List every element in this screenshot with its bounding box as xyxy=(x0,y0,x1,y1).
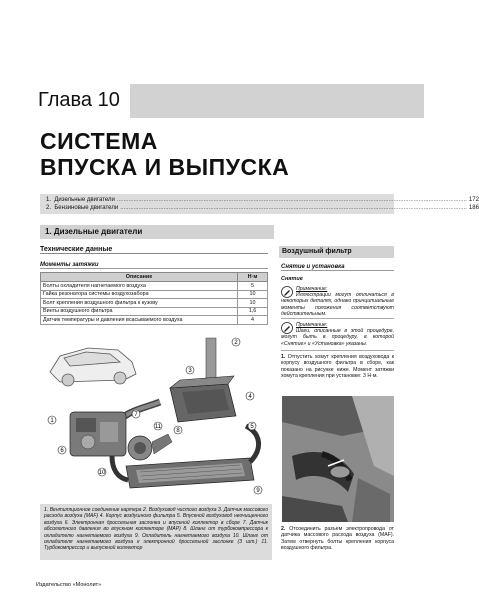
callout-badge xyxy=(174,426,182,434)
cell-value: 10 xyxy=(238,290,268,299)
step-text: Отсоединить разъем электропровода от датчика массового расхода воздуха (MAF). Затем отвернуть болты крепления корпуса воздушного фильтра. xyxy=(281,526,394,551)
toc-num: 1. xyxy=(46,197,52,203)
cell-value: 4 xyxy=(238,316,268,325)
table-row xyxy=(41,290,268,299)
callout-number: 10 xyxy=(98,470,106,477)
callout-number: 7 xyxy=(134,412,138,419)
step-number: 2. xyxy=(281,526,286,532)
main-title-line2: ВПУСКА И ВЫПУСКА xyxy=(40,154,290,180)
table-row xyxy=(41,307,268,316)
callout-number: 8 xyxy=(176,428,180,435)
note-text: Иллюстрации могут отличаться в некоторых деталях, однако принципиальные моменты положения соответствуют действительным. xyxy=(281,292,394,317)
callout-badge xyxy=(132,410,140,418)
cell-desc: Винты воздушного фильтра xyxy=(41,307,238,316)
toc-num: 2. xyxy=(46,205,52,211)
toc-page: 186 xyxy=(468,205,479,211)
main-title xyxy=(40,128,289,180)
throttle-and-manifold xyxy=(70,412,126,456)
cell-value: 10 xyxy=(238,299,268,308)
callout-number: 2 xyxy=(234,340,238,347)
step-text: Отпустить хомут крепления воздуховода к корпусу воздушного фильтра в сборе, как показано на рисунке ниже. Момент затяжки хомута крепления при установке: 3 Н·м. xyxy=(281,354,394,379)
callout-number: 9 xyxy=(256,488,260,495)
charge-air-hose xyxy=(112,456,128,480)
step-2 xyxy=(281,526,394,551)
callout-badge xyxy=(98,468,106,476)
table-of-contents xyxy=(40,194,479,214)
chapter-label: Глава 10 xyxy=(0,80,130,120)
air-filter-box xyxy=(170,376,236,422)
divider xyxy=(281,318,394,319)
note-pen-icon xyxy=(281,286,293,298)
toc-page: 172 xyxy=(468,197,479,203)
toc-dots: .................................................................................................................................................................................................................. xyxy=(116,197,467,203)
step-number: 1. xyxy=(281,354,286,360)
toc-dots: ................................................................................................................................................................................................................ xyxy=(120,205,467,211)
torque-table xyxy=(40,272,268,325)
callout-badge xyxy=(254,486,262,494)
cell-desc: Гайка резонатора системы воздухозабора xyxy=(41,290,238,299)
note-2 xyxy=(281,322,394,347)
intercooler xyxy=(126,458,254,488)
toc-item[interactable] xyxy=(46,196,479,204)
callout-badge xyxy=(58,446,66,454)
table-row xyxy=(41,299,268,308)
note-1 xyxy=(281,286,394,317)
table-row xyxy=(41,282,268,291)
callout-number: 6 xyxy=(60,448,64,455)
torque-heading: Моменты затяжки xyxy=(40,262,268,269)
callout-badge xyxy=(48,416,56,424)
air-filter-heading: Воздушный фильтр xyxy=(279,246,394,258)
figure-caption: 1. Вентиляционное соединение картера 2. Воздуховод чистого воздуха 3. Датчик массового расхода воздуха (MAF) 4. Корпус воздушного фильтра 5. Впускной воздуховод неочищенного воздуха 6. Электронная дроссельная заслонка и впускной коллектор в сборе 7. Датчик абсолютного давления во впускном коллекторе (MAP) 8. Шланг от турбокомпрессора к охладителю нагнетаемого воздуха 9. Охладитель нагнетаемого воздуха 10. Шланг от охладителя нагнетаемого воздуха к электронной дроссельной заслонке (3 шт.) 11. Турбокомпрессор и выпускной коллектор xyxy=(40,504,272,560)
section-title: 1. Дизельные двигатели xyxy=(40,225,274,239)
callout-badge xyxy=(232,338,240,346)
table-header-row xyxy=(41,273,268,282)
cell-value: 1,6 xyxy=(238,307,268,316)
cell-desc: Болт крепления воздушного фильтра к кузову xyxy=(41,299,238,308)
table-row xyxy=(41,316,268,325)
main-title-line1: СИСТЕМА xyxy=(40,128,158,154)
note-text: Шаги, описанные в этой процедуре, могут быть в процедуру, в которой «Снятие» и «Установка» указаны. xyxy=(281,328,394,347)
callout-number: 4 xyxy=(248,394,252,401)
toc-title: Дизельные двигатели xyxy=(54,197,115,203)
callout-number: 1 xyxy=(50,418,54,425)
callout-badge xyxy=(248,422,256,430)
removal-install-heading: Снятие и установка xyxy=(281,264,394,271)
callout-number: 5 xyxy=(250,424,254,431)
divider xyxy=(281,350,394,351)
note-pen-icon xyxy=(281,322,293,334)
intake-system-diagram xyxy=(40,330,272,502)
note-title: Примечание: xyxy=(296,286,328,292)
column-header: Н·м xyxy=(238,273,268,282)
cell-value: 5 xyxy=(238,282,268,291)
turbocharger xyxy=(128,434,172,460)
callout-number: 11 xyxy=(154,424,162,431)
cell-desc: Болты охладителя нагнетаемого воздуха xyxy=(41,282,238,291)
step-1 xyxy=(281,354,394,379)
toc-item[interactable] xyxy=(46,204,479,212)
toc-title: Бензиновые двигатели xyxy=(54,205,119,211)
column-header: Описание xyxy=(41,273,238,282)
callout-badge xyxy=(154,422,162,430)
clamp-photo xyxy=(282,396,394,522)
tech-data-heading: Технические данные xyxy=(40,246,268,254)
callout-number: 3 xyxy=(188,368,192,375)
removal-label: Снятие xyxy=(281,276,303,282)
note-title: Примечание: xyxy=(296,322,328,328)
callout-badge xyxy=(186,366,194,374)
car-silhouette xyxy=(50,348,136,386)
cell-desc: Датчик температуры и давления всасываемого воздуха xyxy=(41,316,238,325)
publisher-footer: Издательство «Монолит» xyxy=(36,582,102,588)
callout-badge xyxy=(246,392,254,400)
